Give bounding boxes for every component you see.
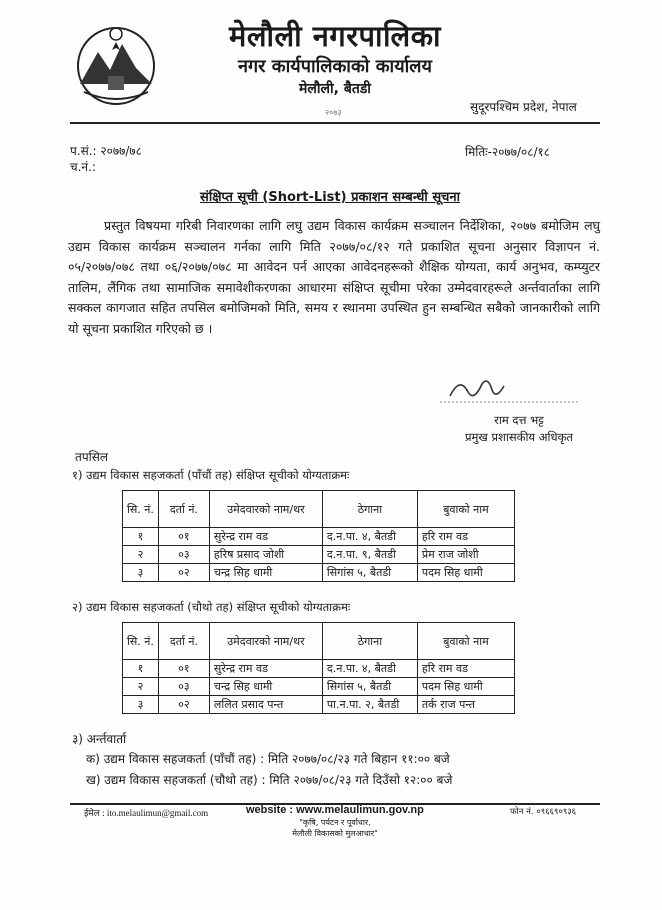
- cell-father-name: तर्क राज पन्त: [417, 696, 514, 714]
- cell-registration: ०३: [158, 678, 209, 696]
- notice-date: मितिः-२०७७/०८/१८: [465, 145, 550, 159]
- footer-phone: फोन नं. ०९६६९०९३६: [510, 807, 577, 817]
- cell-address: द.न.पा. ९, बैतडी: [322, 546, 417, 564]
- cell-serial: १: [123, 528, 159, 546]
- col-serial: सि. नं.: [123, 491, 159, 528]
- cell-address: द.न.पा. ४, बैतडी: [322, 660, 417, 678]
- cell-address: द.न.पा. ४, बैतडी: [322, 528, 417, 546]
- table-row: [123, 696, 515, 714]
- cell-address: पा.न.पा. २, बैतडी: [322, 696, 417, 714]
- cell-registration: ०१: [158, 660, 209, 678]
- col-address: ठेगाना: [322, 623, 417, 660]
- col-father-name: बुवाको नाम: [417, 491, 514, 528]
- footer-website: website : www.melaulimun.gov.np: [246, 804, 424, 816]
- office-name: नगर कार्यपालिकाको कार्यालय: [238, 56, 432, 77]
- table-row: [123, 660, 515, 678]
- section-2-heading: २) उद्यम विकास सहजकर्ता (चौथो तह) संक्षिप्त सूचीको योग्यताक्रमः: [72, 600, 351, 614]
- footer-motto: [250, 817, 420, 839]
- table-header-row: [123, 491, 515, 528]
- municipality-title: मेलौली नगरपालिका: [228, 19, 441, 53]
- cell-father-name: पदम सिह धामी: [417, 564, 514, 582]
- interview-heading: ३) अर्न्तवार्ता: [72, 732, 127, 746]
- cell-address: सिगांस ५, बैतडी: [322, 678, 417, 696]
- interview-item-level-5: क) उद्यम विकास सहजकर्ता (पाँचौं तह) : मिति २०७७/०८/२३ गते बिहान ११:०० बजे: [86, 752, 450, 766]
- cell-address: सिगांस ५, बैतडी: [322, 564, 417, 582]
- cell-candidate-name: सुरेन्द्र राम वड: [209, 660, 322, 678]
- col-candidate-name: उमेदवारको नाम/थर: [209, 623, 322, 660]
- table-row: [123, 678, 515, 696]
- col-father-name: बुवाको नाम: [417, 623, 514, 660]
- cell-candidate-name: हरिष प्रसाद जोशी: [209, 546, 322, 564]
- cell-registration: ०२: [158, 564, 209, 582]
- cell-father-name: हरि राम वड: [417, 528, 514, 546]
- shortlist-table-level-4: [122, 622, 515, 714]
- notice-subject: संक्षिप्त सूची (Short-List) प्रकाशन सम्बन्धी सूचना: [200, 190, 460, 205]
- cell-candidate-name: चन्द्र सिह धामी: [209, 564, 322, 582]
- patra-sankhya: प.सं.: २०७७/७८: [70, 144, 142, 158]
- signature-mark: [430, 372, 590, 408]
- cell-candidate-name: चन्द्र सिह धामी: [209, 678, 322, 696]
- chalani-number: च.नं.:: [70, 160, 96, 174]
- cell-father-name: प्रेम राज जोशी: [417, 546, 514, 564]
- col-serial: सि. नं.: [123, 623, 159, 660]
- motto-line-1: "कृषि, पर्यटन र पूर्वाधार,: [299, 818, 371, 827]
- cell-father-name: पदम सिह धामी: [417, 678, 514, 696]
- table-header-row: [123, 623, 515, 660]
- tapsil-label: तपसिल: [75, 450, 109, 464]
- stamp-year: २०७३: [325, 108, 342, 117]
- cell-candidate-name: सुरेन्द्र राम वड: [209, 528, 322, 546]
- office-address: मेलौली, बैतडी: [299, 81, 371, 97]
- cell-serial: ३: [123, 696, 159, 714]
- nepal-emblem-icon: [70, 22, 162, 108]
- interview-item-level-4: ख) उद्यम विकास सहजकर्ता (चौथो तह) : मिति २०७७/०८/२३ गते दिउँसो १२:०० बजे: [86, 773, 453, 787]
- signatory-name: राम दत्त भट्ट: [494, 413, 544, 427]
- cell-registration: ०३: [158, 546, 209, 564]
- cell-candidate-name: ललित प्रसाद पन्त: [209, 696, 322, 714]
- table-row: [123, 528, 515, 546]
- cell-serial: १: [123, 660, 159, 678]
- footer-email: ईमेल : ito.melaulimun@gmail.com: [84, 808, 209, 818]
- table-row: [123, 546, 515, 564]
- cell-serial: २: [123, 678, 159, 696]
- col-registration: दर्ता नं.: [158, 623, 209, 660]
- signatory-designation: प्रमुख प्रशासकीय अधिकृत: [465, 430, 573, 444]
- cell-serial: ३: [123, 564, 159, 582]
- col-registration: दर्ता नं.: [158, 491, 209, 528]
- signatory-block: [444, 412, 594, 446]
- cell-registration: ०२: [158, 696, 209, 714]
- cell-registration: ०१: [158, 528, 209, 546]
- col-candidate-name: उमेदवारको नाम/थर: [209, 491, 322, 528]
- cell-father-name: हरि राम वड: [417, 660, 514, 678]
- shortlist-table-level-5: [122, 490, 515, 582]
- table-row: [123, 564, 515, 582]
- header-divider: [70, 122, 600, 124]
- reference-block: [70, 143, 142, 175]
- motto-line-2: मेलौली विकासको मुलआधार": [292, 829, 378, 838]
- cell-serial: २: [123, 546, 159, 564]
- section-1-heading: १) उद्यम विकास सहजकर्ता (पाँचौं तह) संक्षिप्त सूचीको योग्यताक्रमः: [72, 468, 350, 482]
- col-address: ठेगाना: [322, 491, 417, 528]
- province-label: सुदूरपश्चिम प्रदेश, नेपाल: [470, 100, 577, 114]
- notice-body: प्रस्तुत विषयमा गरिबी निवारणका लागि लघु उद्यम विकास कार्यक्रम सञ्चालन निर्देशिका, २०७७ बमोजिम लघु उद्यम विकास कार्यक्रम सञ्चालन गर्नका लागि मिति २०७७/०८/१२ गते प्रकाशित सूचना अनुसार विज्ञापन नं. ०५/२०७७/०७८ तथा ०६/२०७७/०७८ मा आवेदन पर्न आएका आवेदनहरूको शैक्षिक योग्यता, कार्य अनुभव, कम्प्युटर तालिम, लैंगिक तथा सामाजिक समावेशीकरणका आधारमा संक्षिप्त सूचीमा परेका उम्मेदवारहरूले अर्न्तवार्ताका लागि सक्कल कागजात सहित तपसिल बमोजिमको मिति, समय र स्थानमा उपस्थित हुन सम्बन्धित सबैको जानकारीको लागि यो सूचना प्रकाशित गरिएको छ ।: [68, 218, 600, 336]
